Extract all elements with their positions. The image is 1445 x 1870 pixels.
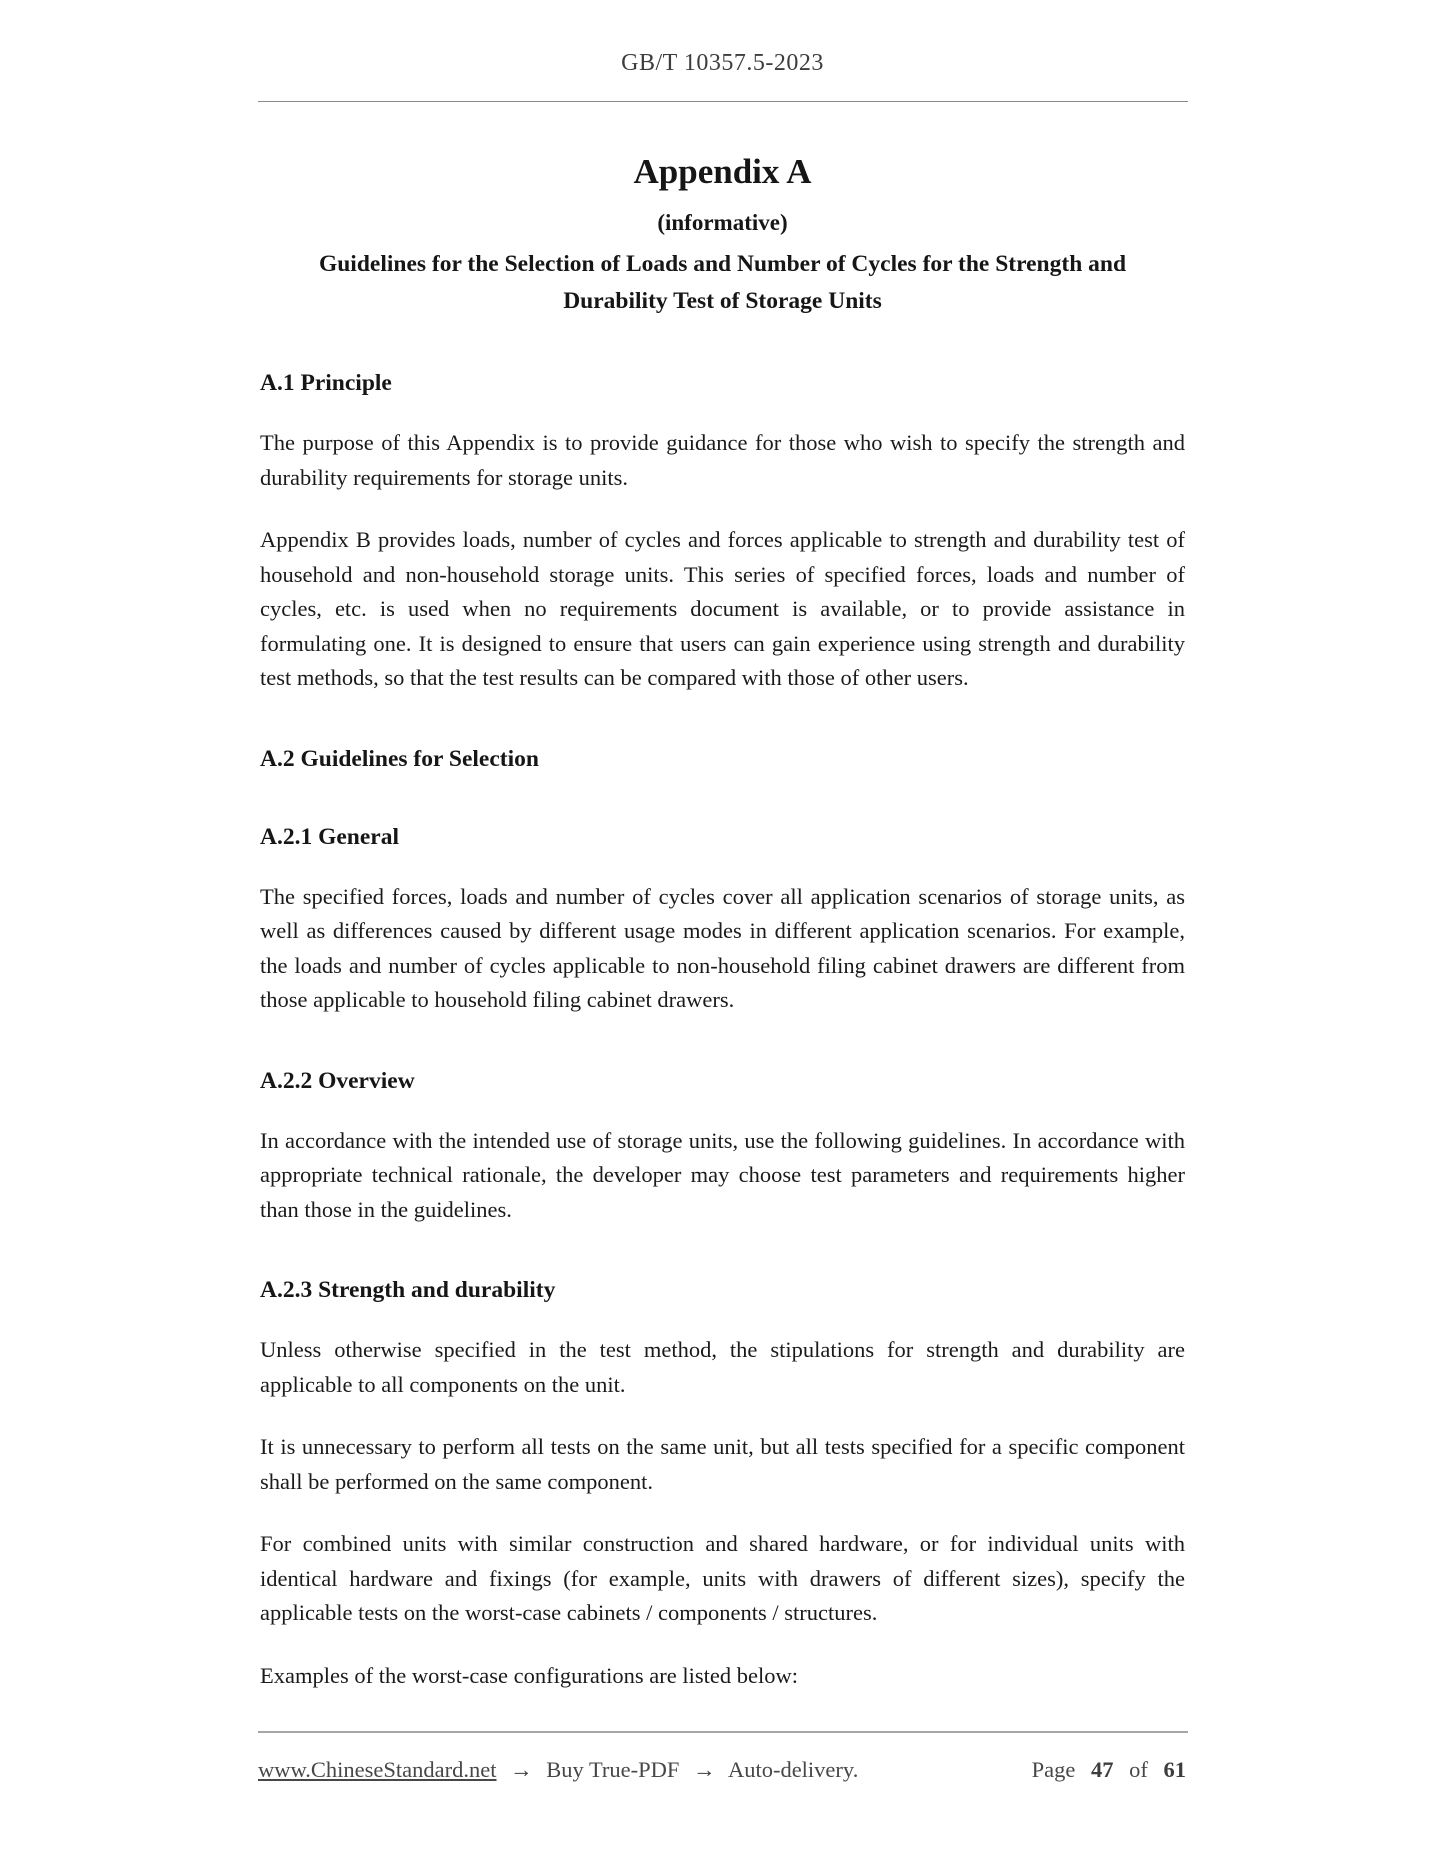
page-total: 61 (1163, 1757, 1186, 1782)
footer-buy-text: Buy True-PDF (546, 1757, 680, 1782)
page-footer (258, 1757, 1186, 1783)
informative-label: (informative) (657, 210, 788, 235)
paragraph: The purpose of this Appendix is to provide guidance for those who wish to specify the strength and durability requirements for storage units. (260, 430, 1185, 490)
footer-delivery-text: Auto-delivery. (727, 1757, 859, 1782)
arrow-icon: → (693, 1757, 716, 1782)
appendix-title: Appendix A (633, 152, 812, 191)
arrow-icon: → (510, 1757, 533, 1782)
page-number (1032, 1757, 1186, 1783)
document-body (260, 368, 1185, 1693)
section-heading: A.2 Guidelines for Selection (260, 745, 539, 772)
website-link[interactable]: www.ChineseStandard.net (258, 1757, 497, 1782)
paragraph: Unless otherwise specified in the test method, the stipulations for strength and durability are applicable to all components on the unit. (260, 1337, 1185, 1397)
paragraph: It is unnecessary to perform all tests on the same unit, but all tests specified for a specific component shall be performed on the same component. (260, 1434, 1185, 1494)
page-header (0, 0, 1445, 77)
paragraph: The specified forces, loads and number of cycles cover all application scenarios of storage units, as well as differences caused by different usage modes in different application scenarios. For example, the loads and number of cycles applicable to non-household filing cabinet drawers are different from those applicable to household filing cabinet drawers. (260, 883, 1185, 1012)
section-heading: A.2.1 General (260, 823, 400, 850)
paragraph: Examples of the worst-case configurations are listed below: (260, 1662, 798, 1688)
footer-left (258, 1757, 858, 1783)
document-content (260, 150, 1185, 1693)
paragraph: Appendix B provides loads, number of cycles and forces applicable to strength and durability test of household and non-household storage units. This series of specified forces, loads and number of cycles, etc. is used when no requirements document is available, or to provide assistance in formulating one. It is designed to ensure that users can gain experience using strength and durability test methods, so that the test results can be compared with those of other users. (260, 527, 1185, 690)
header-rule (258, 101, 1188, 102)
section-heading: A.2.3 Strength and durability (260, 1277, 556, 1303)
section-heading: A.2.2 Overview (260, 1067, 415, 1094)
paragraph: In accordance with the intended use of storage units, use the following guidelines. In accordance with appropriate technical rationale, the developer may choose test parameters and requirements higher than those in the guidelines. (260, 1127, 1185, 1222)
paragraph: For combined units with similar construction and shared hardware, or for individual units with identical hardware and fixings (for example, units with drawers of different sizes), specify the applicable tests on the worst-case cabinets / components / structures. (260, 1531, 1185, 1625)
of-label: of (1129, 1757, 1148, 1782)
page-current: 47 (1091, 1757, 1114, 1782)
page-label: Page (1031, 1757, 1076, 1782)
standard-code: GB/T 10357.5-2023 (621, 50, 824, 76)
appendix-subtitle: Guidelines for the Selection of Loads and Number of Cycles for the Strength and Durability Test of Storage Units (318, 251, 1127, 314)
section-heading: A.1 Principle (260, 370, 392, 396)
footer-rule (258, 1731, 1188, 1733)
